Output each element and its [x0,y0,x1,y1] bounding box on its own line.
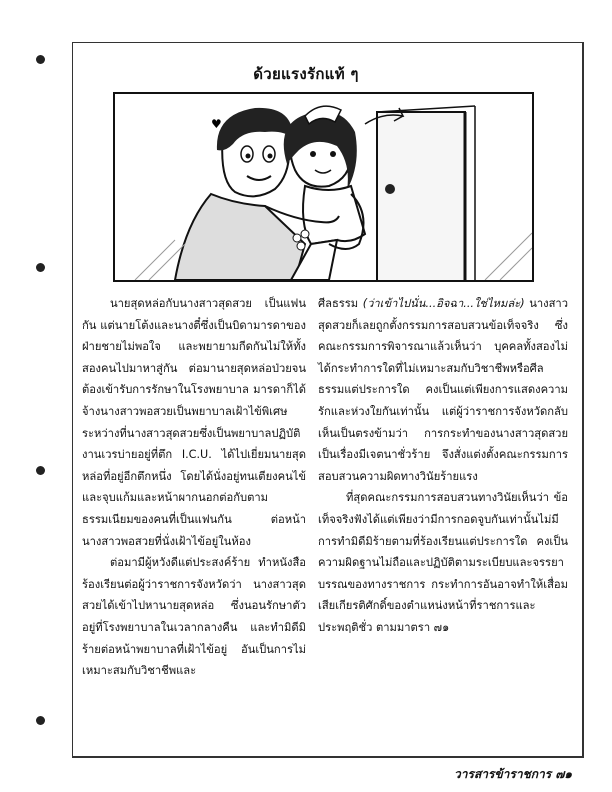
right-paragraph-2: ที่สุดคณะกรรมการสอบสวนทางวินัยเห็นว่า ข้อเท็จจริงฟังได้แต่เพียงว่ามีการกอดจูบกันเท่านั้นไม่มีการทำมิดีมิร้ายตามที่ร้องเรียนแต่ประการใด คงเป็นความผิดฐานไม่ถือและปฏิบัติตามระเบียบและจรรยาบรรณของทางราชการ กระทำการอันอาจทำให้เสื่อมเสียเกียรติศักดิ์ของตำแหน่งหน้าที่ราชการและประพฤติชั่ว ตามมาตรา ๗๑ [318,491,568,634]
page-footer: วารสารข้าราชการ ๗๑ [454,767,572,781]
left-paragraph-2: ต่อมามีผู้หวังดีแต่ประสงค์ร้าย ทำหนังสือร้องเรียนต่อผู้ว่าราชการจังหวัดว่า นางสาวสุดสวยได้เข้าไปหานายสุดหล่อ ซึ่งนอนรักษาตัวอยู่ที่โรงพยาบาลในเวลากลางคืน และทำมิดีมิร้ายต่อหน้าพยาบาลที่เฝ้าไข้อยู่ อันเป็นการไม่เหมาะสมกับวิชาชีพและ [82,556,306,678]
right-column [318,293,568,639]
binder-hole-bottom [36,716,45,725]
svg-text:♥: ♥ [211,117,222,131]
binder-hole-upper [36,263,45,272]
cartoon-nurse-carrying-patient-icon [115,94,532,280]
page-title: ด้วยแรงรักแท้ ๆ [253,65,359,83]
right-quote: (ว่าเข้าไปนั่น...อิจฉา...ใช่ไหมล่ะ) [362,297,525,310]
cartoon-illustration [113,92,534,282]
left-paragraph-1: นายสุดหล่อกับนางสาวสุดสวย เป็นแฟนกัน แต่นายโต้งและนางตี๋ซึ่งเป็นบิดามารดาของฝ่ายชายไม่พอใจ และพยายามกีดกันไม่ให้ทั้งสองคนไปมาหาสู่กัน ต่อมานายสุดหล่อป่วยจนต้องเข้ารับการรักษาในโรงพยาบาล มารดาก็ได้จ้างนางสาวพอสวยเป็นพยาบาลเฝ้าไข้พิเศษ ระหว่างที่นางสาวสุดสวยซึ่งเป็นพยาบาลปฏิบัติงานเวรบ่ายอยู่ที่ตึก I.C.U. ได้ไปเยี่ยมนายสุดหล่อที่อยู่อีกตึกหนึ่ง โดยได้นั่งอยู่ทนเตียงคนไข้และจุบแก้มและหน้าผากนอกต่อกับตามธรรมเนียมของคนที่เป็นแฟนกัน ต่อหน้านางสาวพอสวยที่นั่งเฝ้าไข้อยู่ในห้อง [82,297,306,548]
right-paragraph-1 [318,293,568,487]
binder-hole-lower [36,466,45,475]
left-column [82,293,306,682]
right-first-word: ศีลธรรม [318,297,359,310]
right-paragraph-1-rest: นางสาวสุดสวยก็เลยถูกตั้งกรรมการสอบสวนข้อเท็จจริง ซึ่งคณะกรรมการพิจารณาแล้วเห็นว่า บุคคลทั้งสองไม่ได้กระทำการใดที่ไม่เหมาะสมกับวิชาชีพหรือศีลธรรมแต่ประการใด คงเป็นแต่เพียงการแสดงความรักและห่วงใยกันเท่านั้น แต่ผู้ว่าราชการจังหวัดกลับเห็นเป็นตรงข้ามว่า การกระทำของนางสาวสุดสวยเป็นเรื่องมีเจตนาชั่วร้าย จึงสั่งแต่งตั้งคณะกรรมการสอบสวนความผิดทางวินัยร้ายแรง [318,297,568,483]
